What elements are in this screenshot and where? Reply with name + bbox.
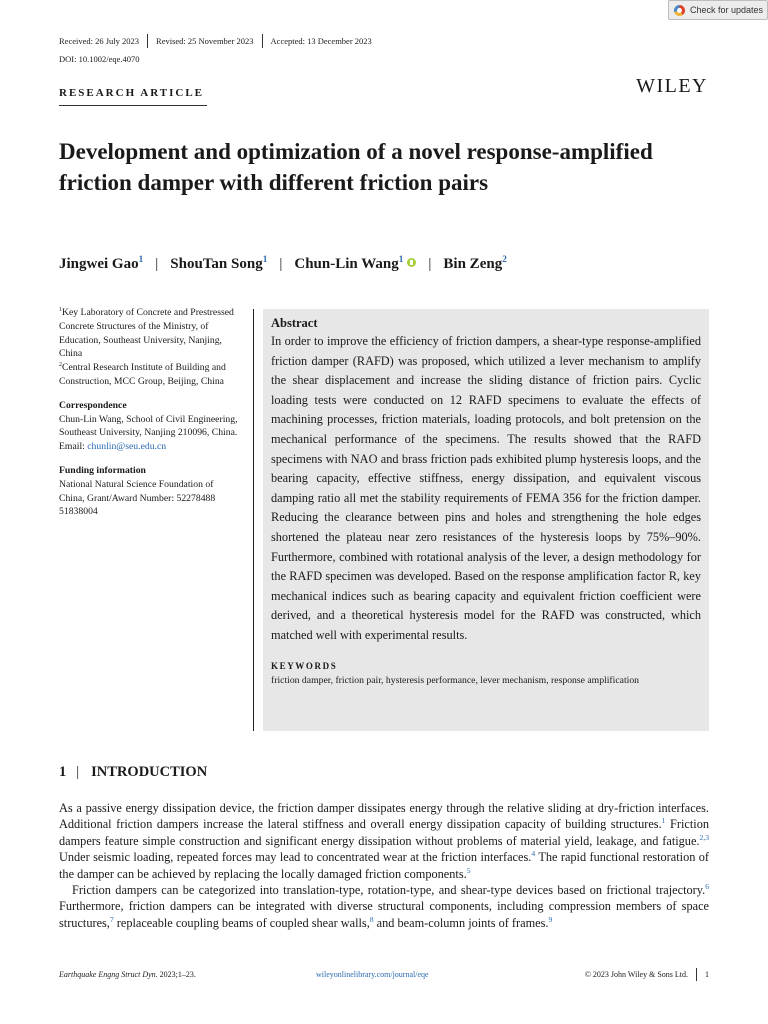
publisher-logo: WILEY xyxy=(636,75,708,97)
introduction-body xyxy=(59,800,709,931)
journal-name: Earthquake Engng Struct Dyn. xyxy=(59,970,158,979)
correspondence-heading: Correspondence xyxy=(59,399,127,411)
divider: | xyxy=(155,256,159,272)
affiliation-ref[interactable]: 1 xyxy=(398,255,404,265)
section-heading: 1 | INTRODUCTION xyxy=(59,764,208,780)
copyright: © 2023 John Wiley & Sons Ltd. xyxy=(584,970,688,979)
check-for-updates-button[interactable] xyxy=(668,0,768,20)
accepted-date: Accepted: 13 December 2023 xyxy=(270,36,372,46)
citation-link[interactable]: 4 xyxy=(531,849,536,859)
citation-link[interactable]: 5 xyxy=(466,865,471,875)
paragraph: Friction dampers can be categorized into translation-type, rotation-type, and shear-type devices based on frictional trajectory.$^6$ Furthermore, friction dampers can be integrated with diverse structural components, including compression members of space structures,$^7$ replaceable coupling beams of coupled shear walls,$^8$ and beam-column joints of frames.$^9$ xyxy=(59,881,709,930)
correspondence-text: Chun-Lin Wang, School of Civil Engineering, Southeast University, Nanjing 210096, China. xyxy=(59,413,238,439)
keywords-heading: KEYWORDS xyxy=(271,660,338,671)
divider xyxy=(253,309,254,731)
author[interactable]: ShouTan Song$^1$ xyxy=(170,255,268,272)
crossmark-icon xyxy=(674,5,685,16)
funding-info xyxy=(59,464,239,519)
page-number: 1 xyxy=(705,970,709,979)
received-date: Received: 26 July 2023 xyxy=(59,36,140,46)
citation-link[interactable]: 8 xyxy=(369,914,374,924)
affiliation-ref[interactable]: 1 xyxy=(262,255,268,265)
correspondence xyxy=(59,399,239,454)
funding-heading: Funding information xyxy=(59,464,146,476)
author[interactable]: Jingwei Gao$^1$ xyxy=(59,255,144,272)
abstract-box xyxy=(263,309,709,731)
citation-link[interactable]: 2,3 xyxy=(699,832,709,842)
page-footer xyxy=(59,970,709,979)
divider xyxy=(147,34,148,48)
check-for-updates-label: Check for updates xyxy=(690,5,764,15)
doi: DOI: 10.1002/eqe.4070 xyxy=(59,54,140,64)
abstract-text: In order to improve the efficiency of friction dampers, a shear-type response-amplified friction damper (RAFD) was proposed, which utilized a lever mechanism to amplify the shear displacement and increase the sliding distance of friction pairs. Cyclic loading tests were conducted on 12 RAFD specimens to evaluate the effects of machining processes, friction materials, loading protocols, and bolt pretension on the mechanical performance of the specimens. The results showed that the RAFD specimens with NAO and brass friction pads exhibited plump hysteresis loops, and the bearing capacity, effective stiffness, energy dissipation, and equivalent viscous damping ratio all met the stability requirements of FEMA 356 for the friction damper. Reducing the clearance between pins and holes and strengthening the hole edges shortened the plateau near zero resistances of the hysteresis loops by 75%–90%. Furthermore, combined with rotational analysis of the lever, a design methodology for the RAFD specimen was developed. Based on the response amplification factor R, key mechanical indices such as bearing capacity and equivalent friction coefficient were derived, and a theoretical hysteresis model for the RAFD was constructed, which matched well with experimental results. xyxy=(271,334,701,642)
citation-link[interactable]: 1 xyxy=(661,816,666,826)
sidebar-info xyxy=(59,306,239,519)
email-label: Email: xyxy=(59,441,85,453)
citation-link[interactable]: 6 xyxy=(705,881,709,891)
article-dates xyxy=(59,34,372,48)
email-link[interactable]: chunlin@seu.edu.cn xyxy=(87,441,167,453)
orcid-icon[interactable] xyxy=(407,258,416,267)
divider xyxy=(262,34,263,48)
funding-text: National Natural Science Foundation of China, Grant/Award Number: 52278488 51838004 xyxy=(59,478,216,518)
author[interactable]: Chun-Lin Wang$^1$ xyxy=(294,256,416,273)
divider xyxy=(696,968,697,981)
affiliation: $^2$Central Research Institute of Building and Construction, MCC Group, Beijing, China xyxy=(59,361,226,387)
divider: | xyxy=(428,256,432,272)
author[interactable]: Bin Zeng$^2$ xyxy=(443,255,507,272)
divider: | xyxy=(279,256,283,272)
abstract-heading: Abstract xyxy=(271,316,318,330)
journal-link[interactable]: wileyonlinelibrary.com/journal/eqe xyxy=(316,970,429,979)
volume-info: 2023;1–23. xyxy=(157,970,196,979)
article-type: RESEARCH ARTICLE xyxy=(59,87,205,99)
article-title: Development and optimization of a novel response-amplified friction damper with different friction pairs xyxy=(59,139,653,195)
section-rule xyxy=(59,105,207,106)
citation-link[interactable]: 9 xyxy=(548,914,553,924)
affiliation-ref[interactable]: 1 xyxy=(138,255,144,265)
author-list xyxy=(59,256,507,273)
affiliation-ref[interactable]: 2 xyxy=(502,255,507,265)
keywords: friction damper, friction pair, hysteresis performance, lever mechanism, response amplification xyxy=(271,674,640,686)
divider: | xyxy=(76,764,80,780)
affiliation: $^1$Key Laboratory of Concrete and Prestressed Concrete Structures of the Ministry, of Education, Southeast University, Nanjing, China xyxy=(59,306,234,360)
revised-date: Revised: 25 November 2023 xyxy=(156,36,254,46)
citation-link[interactable]: 7 xyxy=(109,914,114,924)
paragraph: As a passive energy dissipation device, the friction damper dissipates energy through the relative sliding at dry-friction interfaces. Additional friction dampers increase the lateral stiffness and overall energy dissipation capacity of building structures.$^1$ Friction dampers feature simple construction and significant energy dissipation without problems of material yield, leakage, and fatigue.$^{2,3}$ Under seismic loading, repeated forces may lead to concentrated wear at the friction interfaces.$^4$ The rapid functional restoration of the damper can be achieved by replacing the locally damaged friction components.$^5$ xyxy=(59,801,710,881)
